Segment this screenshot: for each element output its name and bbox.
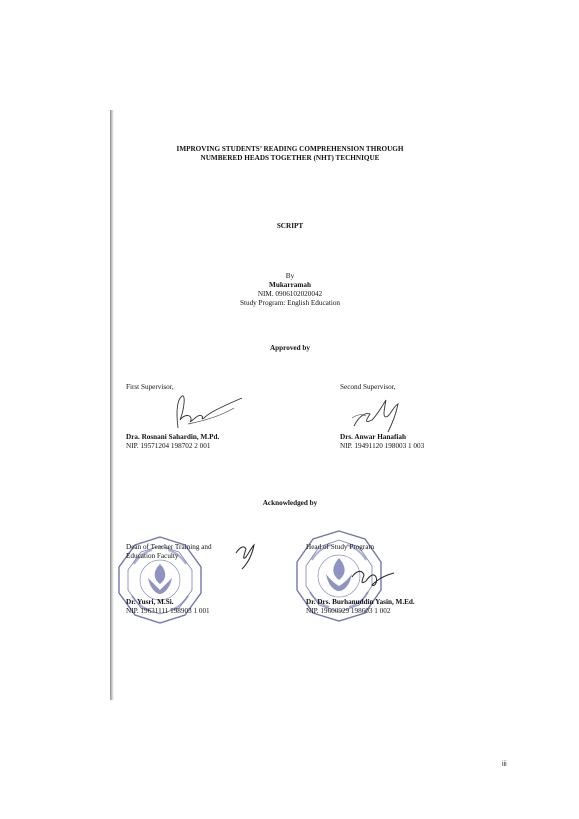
first-supervisor-nip: NIP. 19571204 198702 2 001 bbox=[126, 442, 211, 450]
document-type: SCRIPT bbox=[276, 222, 304, 230]
first-supervisor-name: Dra. Rosnani Sahardin, M.Pd. bbox=[126, 433, 220, 441]
dean-role-line-1: Dean of Teacher Training and bbox=[126, 543, 212, 551]
approved-by-heading: Approved by bbox=[269, 344, 310, 352]
dean-name: Dr. Yusri, M.Si. bbox=[126, 598, 174, 606]
second-supervisor-name: Drs. Anwar Hanafiah bbox=[340, 433, 406, 441]
dean-role-line-2: Education Faculty bbox=[126, 552, 179, 560]
author-name: Mukarramah bbox=[269, 281, 311, 289]
second-supervisor-role: Second Supervisor, bbox=[340, 383, 396, 391]
first-supervisor-role: First Supervisor, bbox=[126, 383, 174, 391]
title-line-2: NUMBERED HEADS TOGETHER (NHT) TECHNIQUE bbox=[200, 154, 380, 162]
head-nip: NIP. 19600929 198603 1 002 bbox=[306, 607, 391, 615]
acknowledged-by-heading: Acknowledged by bbox=[262, 499, 318, 507]
author-nim: NIM. 0906102020042 bbox=[257, 290, 323, 298]
head-signature bbox=[348, 563, 398, 589]
first-supervisor-signature bbox=[168, 392, 246, 434]
dean-signature bbox=[232, 541, 258, 571]
study-program: Study Program: English Education bbox=[239, 299, 341, 307]
second-supervisor-nip: NIP. 19491120 198003 1 003 bbox=[340, 442, 425, 450]
head-name: Dr. Drs. Burhanuddin Yasin, M.Ed. bbox=[306, 598, 415, 606]
by-label: By bbox=[285, 272, 295, 280]
title-line-1: IMPROVING STUDENTS’ READING COMPREHENSION THROUGH bbox=[176, 145, 404, 153]
second-supervisor-signature bbox=[348, 396, 408, 436]
page-number: iii bbox=[502, 761, 507, 768]
dean-nip: NIP. 19631111 198903 1 001 bbox=[126, 607, 210, 615]
head-role: Head of Study Program bbox=[306, 543, 375, 551]
